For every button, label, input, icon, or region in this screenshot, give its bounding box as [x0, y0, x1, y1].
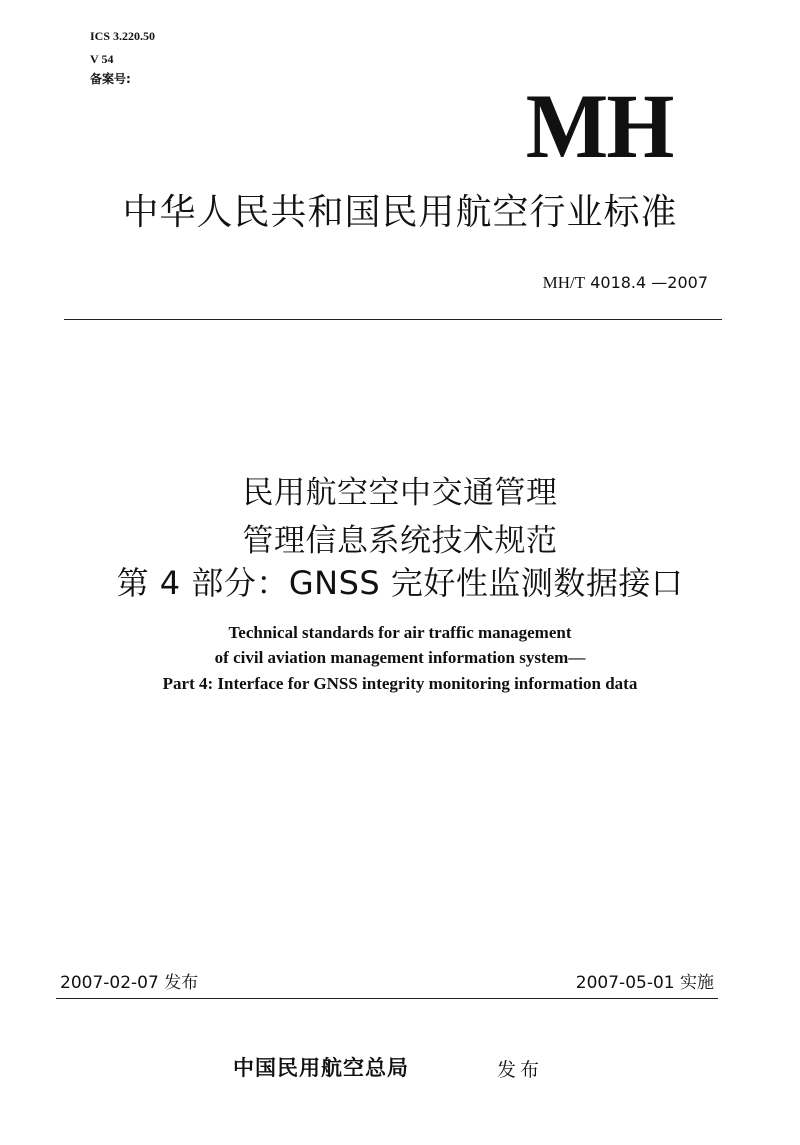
english-title-line-3: Part 4: Interface for GNSS integrity monitoring information data [162, 674, 638, 693]
record-number-label: 备案号: [90, 72, 131, 86]
standard-code [543, 273, 708, 293]
issuing-authority: 中国民用航空总局 [233, 1055, 409, 1080]
effective-date: 2007-05-01 实施 [575, 973, 714, 993]
issuing-action: 发布 [497, 1059, 544, 1081]
standard-code-prefix: MH/T [542, 273, 586, 292]
classification-code: V 54 [90, 52, 114, 66]
footer-divider [56, 998, 718, 999]
ics-code: ICS 3.220.50 [90, 29, 156, 43]
chinese-title-line-1: 民用航空空中交通管理 [242, 475, 558, 511]
standard-code-number: 4018.4 —2007 [585, 273, 708, 292]
english-title-line-2: of civil aviation management information system— [214, 648, 586, 667]
mh-logo: MH [525, 75, 672, 177]
header-divider [64, 319, 722, 320]
publish-date: 2007-02-07 发布 [60, 973, 199, 993]
english-title-line-1: Technical standards for air traffic management [228, 623, 572, 642]
industry-standard-title: 中华人民共和国民用航空行业标准 [122, 192, 678, 233]
chinese-title-line-2: 管理信息系统技术规范 [242, 523, 558, 559]
chinese-title-line-3: 第 4 部分：GNSS 完好性监测数据接口 [116, 564, 684, 602]
